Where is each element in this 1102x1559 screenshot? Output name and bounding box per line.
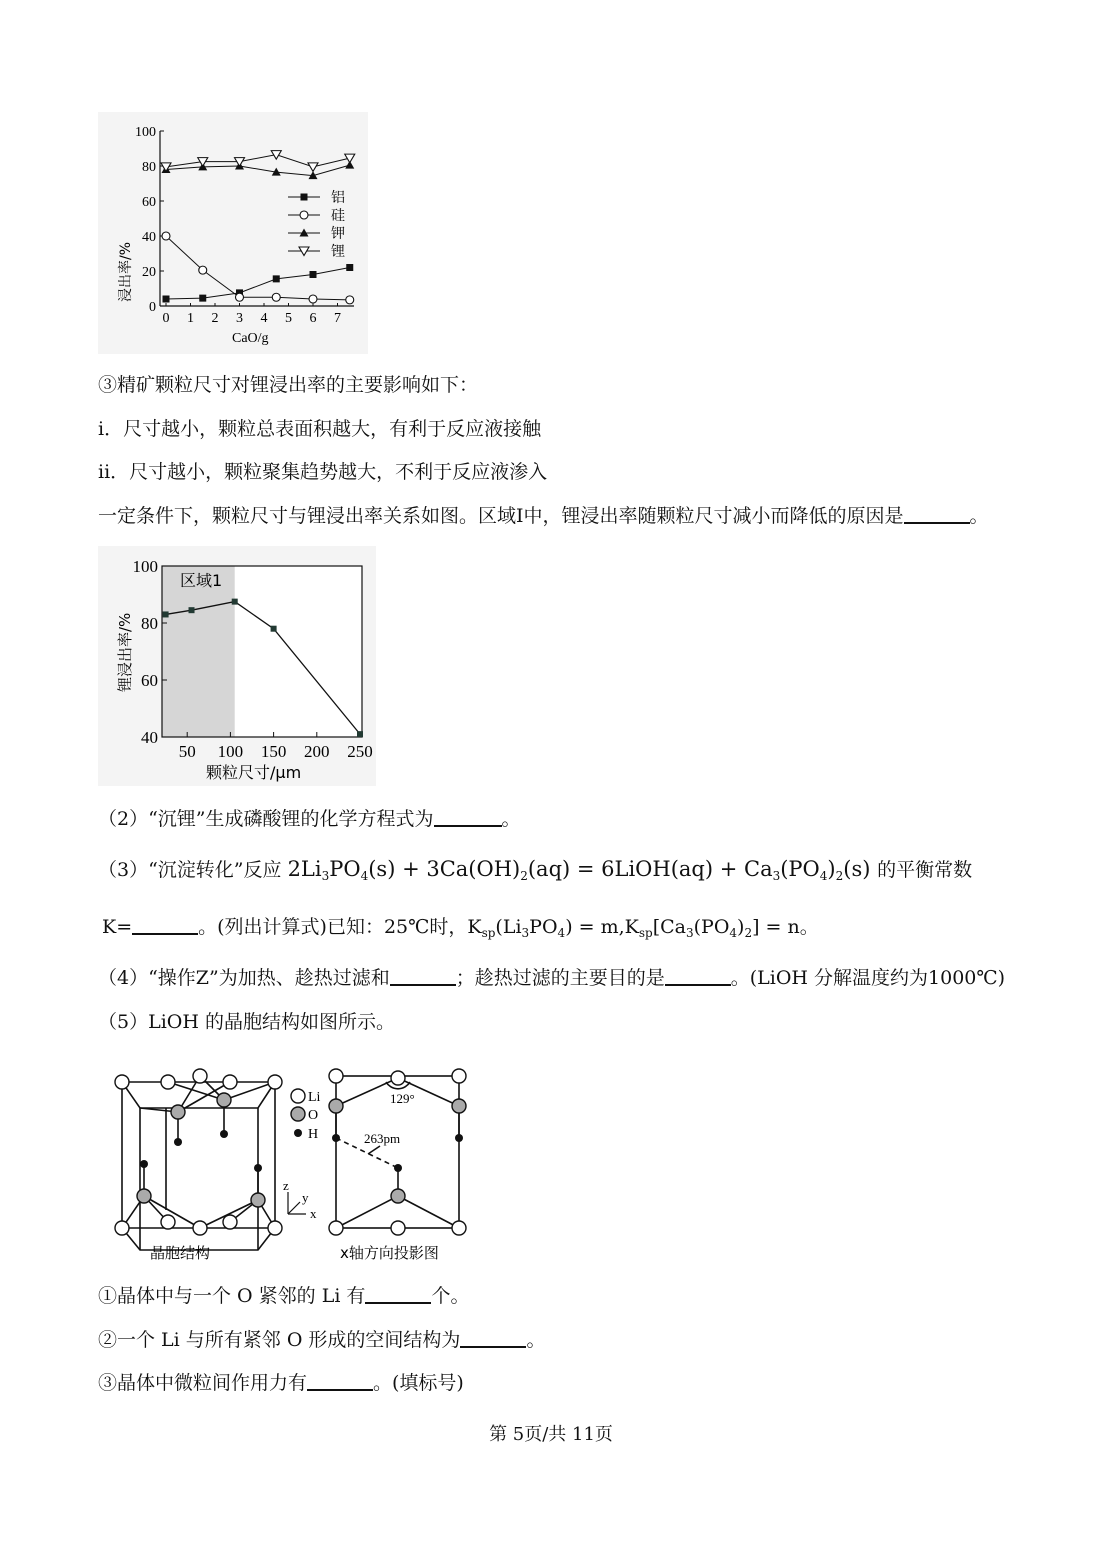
q3-question-text: 一定条件下，颗粒尺寸与锂浸出率关系如图。区域Ⅰ中，锂浸出率随颗粒尺寸减小而降低的原因是 bbox=[98, 505, 904, 527]
chart1-legend-marker bbox=[301, 194, 308, 201]
legend-li-label: Li bbox=[308, 1090, 321, 1105]
answer-blank[interactable] bbox=[665, 966, 731, 986]
chart2-data-point bbox=[357, 731, 363, 737]
chart1-y-tick-label: 80 bbox=[142, 160, 156, 175]
o-atom bbox=[251, 1193, 265, 1207]
chart2-region-label: 区域1 bbox=[180, 571, 223, 590]
answer-blank[interactable] bbox=[434, 807, 502, 827]
chart1-series-line bbox=[166, 165, 350, 176]
answer-blank[interactable] bbox=[460, 1328, 526, 1348]
chart1-data-point bbox=[308, 163, 318, 172]
li-atom bbox=[329, 1069, 343, 1083]
li-atom bbox=[193, 1069, 207, 1083]
part5: （5）LiOH 的晶胞结构如图所示。 bbox=[98, 1011, 395, 1033]
o-atom bbox=[391, 1189, 405, 1203]
chart2-x-tick-label: 250 bbox=[347, 742, 373, 761]
chart1-data-point bbox=[199, 295, 206, 302]
chart1-data-point bbox=[345, 154, 355, 163]
sub3-end: 。(填标号) bbox=[373, 1372, 464, 1394]
chart1-marks bbox=[161, 151, 355, 304]
h-atom bbox=[220, 1130, 228, 1138]
q3-item-ii: ii．尺寸越小，颗粒聚集趋势越大，不利于反应液渗入 bbox=[98, 461, 548, 483]
k-text: 。(列出计算式)已知：25℃时，K bbox=[198, 916, 482, 938]
chart1-series-line bbox=[166, 236, 350, 300]
part4-text-b: ；趁热过滤的主要目的是 bbox=[455, 967, 665, 989]
sub1-text: ①晶体中与一个 O 紧邻的 Li 有 bbox=[98, 1285, 366, 1307]
li-atom bbox=[268, 1221, 282, 1235]
chart1-y-tick-label: 0 bbox=[149, 300, 156, 315]
chart1-data-point bbox=[309, 295, 317, 303]
h-atom bbox=[254, 1164, 262, 1172]
axis-y-label: y bbox=[302, 1190, 309, 1205]
chart1-data-point bbox=[310, 271, 317, 278]
part2 bbox=[98, 806, 521, 832]
li-atom bbox=[161, 1215, 175, 1229]
chart2-ylabel: 锂浸出率/% bbox=[116, 612, 134, 692]
chart1-ylabel: 浸出率/% bbox=[118, 241, 134, 302]
li-atom bbox=[391, 1071, 405, 1085]
li-atom bbox=[223, 1215, 237, 1229]
answer-blank[interactable] bbox=[365, 1284, 431, 1304]
sub1 bbox=[98, 1283, 469, 1309]
h-atom bbox=[455, 1134, 463, 1142]
chart1-data-point bbox=[162, 232, 170, 240]
li-atom bbox=[391, 1221, 405, 1235]
k-label: K= bbox=[102, 916, 133, 938]
o-atom bbox=[329, 1099, 343, 1113]
li-atom bbox=[452, 1221, 466, 1235]
q3-item-i: i．尺寸越小，颗粒总表面积越大，有利于反应液接触 bbox=[98, 418, 542, 440]
chart1-legend-label: 钾 bbox=[331, 226, 345, 242]
li-atom bbox=[193, 1221, 207, 1235]
legend-o-circle bbox=[291, 1107, 305, 1121]
chart1-x-tick-label: 4 bbox=[260, 311, 268, 326]
chart1-x-tick-label: 1 bbox=[187, 311, 194, 326]
chart1-legend-label: 锂 bbox=[331, 244, 345, 260]
chart1-legend-label: 硅 bbox=[331, 208, 345, 224]
chart1 bbox=[98, 112, 368, 354]
chart2-x-tick-label: 200 bbox=[304, 742, 330, 761]
sub2 bbox=[98, 1327, 545, 1353]
answer-blank[interactable] bbox=[132, 915, 198, 935]
chart2-x-tick-label: 150 bbox=[260, 742, 287, 761]
chart2-x-tick-label: 100 bbox=[217, 742, 244, 761]
o-atom bbox=[217, 1093, 231, 1107]
chart1-data-point bbox=[273, 275, 280, 282]
chart2-x-tick-label: 50 bbox=[178, 742, 196, 761]
part3-equation: $2Li_3PO_4(s) + 3Ca(OH)_2(aq)$ = 6LiOH(aq) + $Ca_3(PO_4)_2(s)$ bbox=[287, 857, 871, 883]
chart1-series-line bbox=[166, 155, 350, 167]
li-atom bbox=[452, 1069, 466, 1083]
li-atom bbox=[115, 1221, 129, 1235]
distance-label: 263pm bbox=[364, 1131, 401, 1146]
sub2-end: 。 bbox=[526, 1329, 546, 1351]
caption-right: x轴方向投影图 bbox=[340, 1244, 439, 1262]
part2-end: 。 bbox=[501, 808, 521, 830]
chart1-x-tick-label: 3 bbox=[236, 311, 243, 326]
chart1-y-tick-label: 60 bbox=[142, 195, 156, 210]
li-atom bbox=[223, 1075, 237, 1089]
chart1-data-point bbox=[346, 296, 354, 304]
q3-question bbox=[98, 503, 989, 529]
q3-end: 。 bbox=[969, 505, 989, 527]
sub2-text: ②一个 Li 与所有紧邻 O 形成的空间结构为 bbox=[98, 1329, 461, 1351]
part3 bbox=[98, 856, 972, 889]
chart1-y-tick-label: 20 bbox=[142, 265, 156, 280]
chart1-data-point bbox=[199, 266, 207, 274]
part2-text: （2）“沉锂”生成磷酸锂的化学方程式为 bbox=[98, 808, 434, 830]
sub3-text: ③晶体中微粒间作用力有 bbox=[98, 1372, 308, 1394]
legend-li-circle bbox=[291, 1089, 305, 1103]
chart2 bbox=[98, 546, 376, 786]
chart1-legend-label: 铝 bbox=[331, 190, 345, 206]
chart1-legend-marker bbox=[300, 211, 308, 219]
part4-text-a: （4）“操作Z”为加热、趁热过滤和 bbox=[98, 967, 390, 989]
part3-post: 的平衡常数 bbox=[877, 859, 973, 881]
chart1-x-tick-label: 5 bbox=[285, 311, 292, 326]
crystal-figure bbox=[100, 1060, 480, 1270]
chart1-y-tick-label: 40 bbox=[142, 230, 156, 245]
chart1-x-tick-label: 0 bbox=[162, 311, 170, 326]
angle-label: 129° bbox=[390, 1091, 415, 1106]
axis-z-label: z bbox=[283, 1178, 289, 1193]
li-atom bbox=[115, 1075, 129, 1089]
chart1-data-point bbox=[163, 296, 170, 303]
page-footer: 第 5页/共 11页 bbox=[489, 1424, 613, 1445]
chart2-data-point bbox=[271, 626, 277, 632]
o-atom bbox=[452, 1099, 466, 1113]
sub1-end: 个。 bbox=[431, 1285, 470, 1307]
chart1-x-tick-label: 6 bbox=[309, 311, 317, 326]
sub3 bbox=[98, 1370, 464, 1396]
li-atom bbox=[268, 1075, 282, 1089]
chart1-xlabel: CaO/g bbox=[232, 331, 269, 346]
chart1-data-point bbox=[272, 293, 280, 301]
chart1-x-tick-label: 7 bbox=[334, 311, 341, 326]
h-atom bbox=[140, 1160, 148, 1168]
li-atom bbox=[329, 1221, 343, 1235]
chart2-shaded-region bbox=[162, 566, 235, 737]
o-atom bbox=[171, 1105, 185, 1119]
chart1-data-point bbox=[161, 163, 171, 172]
legend-h-dot bbox=[294, 1129, 302, 1137]
h-atom bbox=[174, 1138, 182, 1146]
chart2-y-tick-label: 80 bbox=[141, 614, 158, 633]
chart2-y-tick-label: 60 bbox=[141, 671, 158, 690]
chart2-data-point bbox=[189, 607, 195, 613]
part3-k: K= 。(列出计算式)已知：25℃时，$K_{sp}(Li_3PO_4) = m,K_{sp}[Ca_3(PO_4)_2] = n$。 bbox=[102, 916, 819, 940]
chart2-y-tick-label: 40 bbox=[141, 728, 158, 747]
chart1-x-tick-label: 2 bbox=[211, 311, 219, 326]
chart2-xlabel: 颗粒尺寸/μm bbox=[206, 763, 302, 782]
axis-x-label: x bbox=[310, 1206, 317, 1221]
part3-text: （3）“沉淀转化”反应 bbox=[98, 859, 282, 881]
legend-o-label: O bbox=[308, 1108, 319, 1123]
chart1-data-point bbox=[236, 293, 244, 301]
answer-blank[interactable] bbox=[390, 966, 456, 986]
chart1-series-line bbox=[166, 268, 350, 300]
chart1-data-point bbox=[346, 264, 353, 271]
h-atom bbox=[332, 1134, 340, 1142]
h-atom bbox=[394, 1164, 402, 1172]
caption-left: 晶胞结构 bbox=[150, 1244, 211, 1262]
li-atom bbox=[161, 1075, 175, 1089]
answer-blank[interactable] bbox=[904, 504, 970, 524]
legend-h-label: H bbox=[308, 1127, 319, 1142]
part4 bbox=[98, 965, 1005, 991]
chart1-y-tick-label: 100 bbox=[135, 125, 156, 140]
chart2-data-point bbox=[232, 599, 238, 605]
chart2-data-point bbox=[163, 611, 169, 617]
o-atom bbox=[137, 1189, 151, 1203]
answer-blank[interactable] bbox=[307, 1371, 373, 1391]
q3-intro: ③精矿颗粒尺寸对锂浸出率的主要影响如下： bbox=[98, 374, 479, 396]
part4-text-c: 。(LiOH 分解温度约为1000℃) bbox=[730, 967, 1006, 989]
chart2-y-tick-label: 100 bbox=[132, 557, 158, 576]
